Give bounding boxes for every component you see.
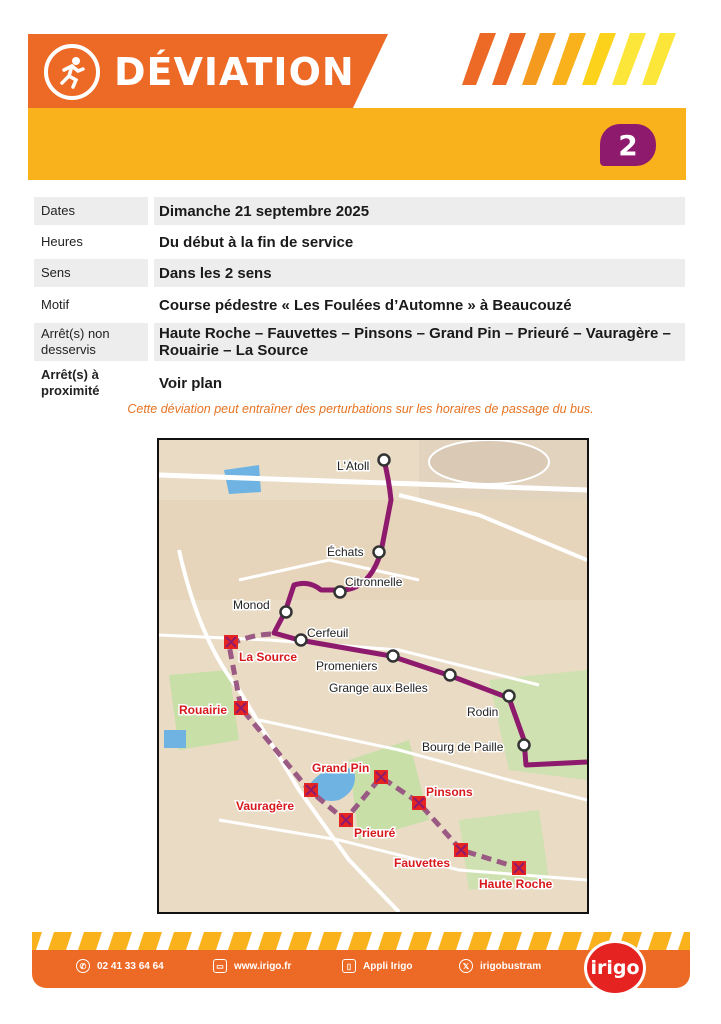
info-row-direction	[34, 259, 685, 287]
stop-marker-bourg	[519, 740, 530, 751]
closed-stop-label: Rouairie	[179, 703, 228, 717]
stop-label: L'Atoll	[337, 459, 370, 473]
closed-stop-label: Grand Pin	[312, 761, 370, 775]
stop-marker-rodin	[504, 691, 515, 702]
closed-stop-label: Fauvettes	[394, 856, 451, 870]
closed-stop-label: Vauragère	[236, 799, 295, 813]
info-value: Dimanche 21 septembre 2025	[154, 197, 685, 225]
info-label: Heures	[41, 234, 83, 249]
stop-marker-cerfeuil	[296, 635, 307, 646]
info-label: Sens	[34, 259, 148, 287]
info-table	[34, 197, 685, 405]
stop-marker-grange	[445, 670, 456, 681]
irigo-logo: irigo	[584, 940, 646, 996]
monitor-icon: ▭	[213, 959, 227, 973]
phone-number: 02 41 33 64 64	[97, 960, 164, 972]
info-label: Arrêt(s) non desservis	[34, 323, 148, 361]
info-label: Dates	[34, 197, 148, 225]
stop-label: Bourg de Paille	[422, 740, 504, 754]
stop-marker-latoll	[379, 455, 390, 466]
info-label: Arrêt(s) à proximité	[41, 367, 100, 398]
x-icon: 𝕏	[459, 959, 473, 973]
info-row-reason	[34, 291, 685, 319]
stop-marker-echats	[374, 547, 385, 558]
footer-stripes	[32, 932, 690, 950]
app-name: Appli Irigo	[363, 960, 413, 972]
info-row-dates	[34, 197, 685, 225]
stop-marker-monod	[281, 607, 292, 618]
info-value: Dans les 2 sens	[154, 259, 685, 287]
stop-marker-citronnelle	[335, 587, 346, 598]
info-value: Voir plan	[159, 374, 223, 392]
page-title: DÉVIATION	[114, 50, 355, 94]
stop-label: Monod	[233, 598, 270, 612]
footer-website[interactable]	[213, 959, 291, 973]
info-row-hours	[34, 229, 685, 255]
decorative-stripes	[462, 33, 692, 85]
phone-icon: ✆	[76, 959, 90, 973]
header-yellow-band	[28, 108, 686, 180]
info-value: Haute Roche – Fauvettes – Pinsons – Grand Pin – Prieuré – Vauragère – Rouairie – La Source	[154, 323, 685, 361]
footer-phone[interactable]	[76, 959, 164, 973]
footer-social[interactable]	[459, 959, 541, 973]
info-label: Motif	[41, 297, 70, 312]
stop-label: Échats	[327, 545, 364, 559]
info-row-nearby-stops	[34, 365, 685, 401]
disruption-notice: Cette déviation peut entraîner des perturbations sur les horaires de passage du bus.	[127, 402, 594, 416]
stop-label: Promeniers	[316, 659, 378, 673]
info-value: Course pédestre « Les Foulées d’Automne » à Beaucouzé	[159, 296, 572, 314]
stop-label: Cerfeuil	[307, 626, 349, 640]
info-value: Du début à la fin de service	[159, 233, 354, 251]
footer-app[interactable]	[342, 959, 412, 973]
website-link: www.irigo.fr	[234, 960, 292, 972]
stop-label: Rodin	[467, 705, 499, 719]
closed-stop-label: Pinsons	[426, 785, 473, 799]
runner-icon	[44, 44, 100, 100]
closed-stop-label: Prieuré	[354, 826, 396, 840]
deviation-map	[157, 438, 589, 914]
line-number-badge: 2	[600, 124, 656, 166]
info-row-closed-stops	[34, 323, 685, 361]
stop-label: Citronnelle	[345, 575, 403, 589]
stop-marker-promeniers	[388, 651, 399, 662]
social-handle: irigobustram	[480, 960, 542, 972]
closed-stop-label: La Source	[239, 650, 298, 664]
smartphone-icon: ▯	[342, 959, 356, 973]
stop-label: Grange aux Belles	[329, 681, 428, 695]
closed-stop-label: Haute Roche	[479, 877, 553, 891]
